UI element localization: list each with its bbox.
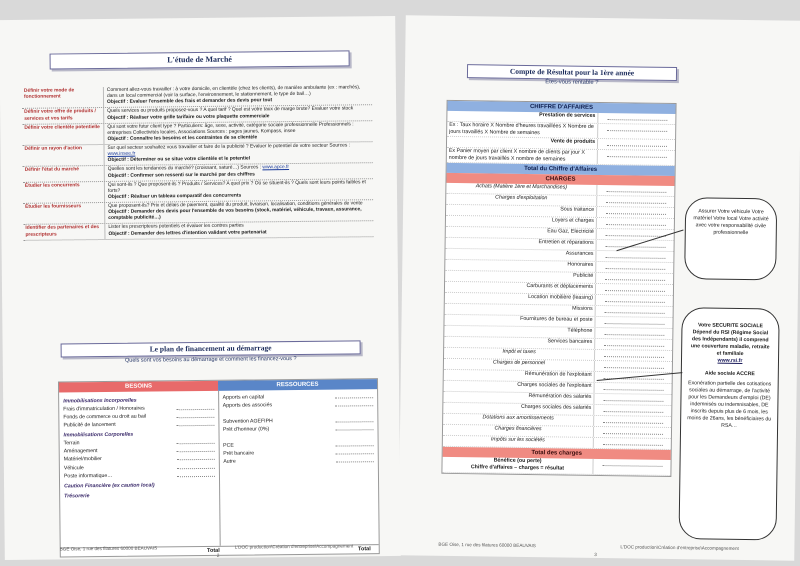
ressources-header: RESSOURCES	[218, 379, 377, 391]
ressource-amount-field[interactable]	[336, 440, 374, 446]
ressource-amount-field[interactable]	[335, 416, 373, 422]
charge-label: Rémunération de l'exploitant	[524, 370, 592, 378]
besoin-amount-field[interactable]	[176, 438, 214, 444]
ressource-label: Subvention AGEFIPH	[222, 418, 273, 425]
besoin-label: Publicité de lancement	[63, 422, 116, 429]
charge-label: Achats (Matière 1ère et Marchandises)	[475, 182, 568, 191]
etude-desc-text: Lister les prescripteurs potentiels et évaluer les contres parties	[108, 223, 244, 231]
charge-label: Eau Gaz, Electricité	[547, 227, 594, 235]
etude-objective: Objectif : Réaliser votre grille tarifaire ou votre plaquette commerciale	[107, 113, 270, 121]
ressources-total-label: Total	[357, 546, 371, 553]
benefice-row	[442, 456, 670, 476]
besoin-amount-field[interactable]	[176, 412, 214, 418]
charge-label: Charges de personnel	[492, 359, 546, 366]
etude-objective: Objectif : Réaliser un tableau comparatif des concurrents	[108, 193, 242, 200]
etude-desc-text: Comment allez-vous travailler : à votre domicile, en clientèle (chez les clients), de manière ambulante (ex : marchés), dans un local commercial (voir la surface, l'environnement, le stationnement, le type de bail…)	[106, 85, 361, 100]
charge-value-field[interactable]	[594, 327, 672, 338]
ressource-amount-field[interactable]	[335, 392, 373, 398]
besoin-label: Véhicule	[63, 464, 84, 471]
ressource-amount-field[interactable]	[335, 424, 373, 430]
securite-sociale-callout	[679, 307, 780, 540]
ca-header: CHIFFRE D'AFFAIRES	[447, 101, 675, 114]
ca-value-field[interactable]	[597, 139, 675, 150]
etude-objective: Objectif : Evaluer l'ensemble des frais et demander des devis pour tout	[107, 98, 273, 106]
charge-label: Carburants et déplacements	[526, 282, 594, 290]
etude-description	[104, 121, 372, 144]
compte-table	[441, 100, 676, 478]
etude-objective: Objectif : Connaître les besoins et les contraintes de sa clientèle	[107, 135, 258, 142]
charge-value-field[interactable]	[594, 360, 672, 371]
ca-value-field[interactable]	[597, 150, 675, 165]
etude-category: Identifier des partenaires et des prescripteurs	[23, 224, 105, 239]
etude-objective: Objectif : Demander des devis pour l'ensemble de vos besoins (stock, matériel, véhicule, travaux, assurance, comptable publicité…)	[108, 207, 362, 222]
besoin-label: Caution Financière (ex caution local)	[64, 482, 155, 490]
etude-table	[22, 84, 374, 240]
etude-description	[104, 142, 372, 165]
etude-category: Définir votre mode de fonctionnement	[22, 87, 104, 108]
besoin-amount-field[interactable]	[176, 470, 214, 476]
ressource-amount-field[interactable]	[336, 449, 374, 455]
ressource-amount-field[interactable]	[336, 457, 374, 463]
etude-description	[105, 200, 373, 223]
charge-label: Impôt et taxes	[502, 348, 536, 355]
charges-total: Total des charges	[443, 446, 671, 459]
besoins-total-label: Total	[206, 547, 220, 554]
charge-value-field[interactable]	[593, 393, 671, 404]
charge-label: Impôts sur les sociétés	[490, 435, 545, 443]
accre-heading: Aide sociale ACCRE	[704, 370, 755, 378]
benefice-label: Bénéfice (ou perte)	[493, 457, 542, 464]
besoin-label: Matériel/mobilier	[63, 456, 102, 463]
charge-value-field[interactable]	[595, 294, 673, 305]
etude-title: L'étude de Marché	[50, 50, 350, 69]
securite-sociale-heading: Votre SECURITE SOCIALE Dépend du RSI (Régime Social des Indépendants) il comprend une couverture maladie, retraite et familiale	[690, 322, 770, 358]
etude-description	[105, 222, 373, 239]
charge-value-field[interactable]	[593, 437, 671, 448]
etude-category: Étudier les concurrents	[23, 182, 105, 203]
charge-label: Sous traitance	[560, 205, 595, 213]
besoin-amount-field[interactable]	[176, 454, 214, 460]
assurance-text: Assurer Votre véhicule Votre matériel Votre local Votre activité avec votre responsabilité civile professionnelle	[693, 208, 769, 237]
charge-label: Charges sociales de l'exploitant	[517, 381, 592, 389]
charges-header: CHARGES	[446, 172, 674, 185]
etude-desc-text: Qui sont-ils ? Que proposent-ils ? Produits / Services? A quel prix ? Où se situent-ils ? Quels sont leurs points faibles et forts?	[107, 179, 366, 194]
etude-source-link[interactable]: www.insee.fr	[107, 151, 136, 158]
etude-desc-text: Qui sont votre futur client type ? Particuliers: âge, sexe, activité, catégorie sociale professionnelle Professionnels : entreprises Collectivités locales, Associations Sources : pages jaunes, Kompass, insee	[107, 122, 354, 136]
etude-category: Définir votre offre de produits / services et vos tarifs	[22, 108, 104, 123]
right-footer-address: BGE Oise, 1 rue des filatures 60000 BEAUVAIS	[438, 541, 536, 549]
etude-desc-text: Quelles sont les tendances du marché? (croissant, saturé…) Sources :	[107, 165, 262, 173]
charge-label: Rémunération des salariés	[528, 392, 592, 400]
charge-value-field[interactable]	[595, 305, 673, 316]
etude-objective: Objectif : Déterminer ou se situe votre clientèle et le potentiel	[107, 156, 251, 164]
compte-subtitle: Êtes-vous rentable ?	[545, 79, 599, 86]
besoin-label: Trésorerie	[64, 492, 90, 500]
etude-description	[105, 164, 373, 181]
besoin-amount-field[interactable]	[176, 446, 214, 452]
right-footer-path: L'DOC production\Création d'entreprise\Accompagnement	[620, 544, 739, 551]
charge-value-field[interactable]	[594, 349, 672, 360]
ressource-label: Apports en capital	[222, 394, 265, 401]
charge-label: Charges financières	[494, 425, 542, 432]
charge-label: Services bancaires	[547, 337, 593, 345]
ca-label: Ex : Taux horaire X Nombre d'heures travaillées X Nombre de jours travaillés X Nombre de semaines	[449, 121, 594, 137]
besoin-amount-field[interactable]	[176, 462, 214, 468]
etude-description	[104, 106, 372, 123]
charge-value-field[interactable]	[593, 426, 671, 437]
charge-label: Missions	[572, 305, 593, 312]
ca-label: Prestation de services	[539, 112, 596, 119]
besoin-label: Fonds de commerce ou droit au bail	[63, 413, 147, 421]
charge-label: Fournitures de bureau et poste	[520, 315, 593, 323]
benefice-formula: Chiffre d'affaires – charges = résultat	[470, 464, 565, 472]
besoin-label: Immobilisations Incorporelles	[63, 397, 137, 405]
charge-value-field[interactable]	[593, 415, 671, 426]
ressource-item	[223, 457, 374, 467]
ressource-label: Autre	[223, 459, 236, 466]
besoin-label: Terrain	[63, 440, 80, 447]
charge-value-field[interactable]	[595, 272, 673, 283]
charge-value-field[interactable]	[595, 261, 673, 272]
charge-value-field[interactable]	[593, 404, 671, 415]
charge-value-field[interactable]	[595, 283, 673, 294]
charge-label: Assurances	[565, 250, 594, 257]
charge-label: Téléphone	[567, 327, 593, 334]
etude-objective: Objectif : Confirmer son ressenti sur le marché par des chiffres	[107, 171, 255, 179]
besoin-item	[63, 420, 214, 430]
charge-label: Entretien et réparations	[538, 238, 594, 246]
etude-objective: Objectif : Demander des lettres d'intention validant votre partenariat	[108, 229, 267, 237]
besoin-amount-field[interactable]	[176, 420, 214, 426]
etude-category: Définir votre clientèle potentielle	[22, 124, 104, 145]
right-page-number: 3	[594, 551, 597, 557]
ressources-column	[219, 389, 379, 546]
charge-value-field[interactable]	[596, 195, 674, 206]
right-page	[398, 15, 800, 560]
plan-subtitle: Quels sont vos besoins au démarrage et comment les financez-vous ?	[124, 355, 297, 364]
ca-total: Total du Chiffre d'Affaires	[447, 162, 675, 175]
etude-desc-text: Sur quel secteur souhaitez vous travailler et faire de la publicité ? Evaluer le potentiel de votre secteur Sources :	[107, 143, 351, 151]
compte-title: Compte de Résultat pour la 1ère année	[467, 64, 677, 81]
charge-value-field[interactable]	[594, 338, 672, 349]
etude-row	[23, 222, 373, 241]
left-page-number: 2	[216, 552, 220, 558]
ca-label: Ex Panier moyen par client X nombre de clients par jour X nombre de jours travaillés X nombre de semaines	[448, 147, 585, 163]
besoins-column	[59, 391, 220, 548]
left-page	[0, 16, 401, 560]
assurance-callout	[684, 197, 777, 280]
charge-value-field[interactable]	[594, 316, 672, 327]
charge-label: Publicité	[573, 272, 594, 279]
charge-value-field[interactable]	[594, 382, 672, 393]
accre-text: Exonération partielle des cotisations sociales au démarrage, de l'activité pour les Demandeurs d'emploi (DE) indemnisés ou indemnisables, DE inscrits depuis plus de 6 mois, les moins de 26ans, les bénéficiaires du RSA…	[687, 380, 772, 430]
ca-value-field[interactable]	[597, 113, 675, 124]
charge-value-field[interactable]	[596, 184, 674, 195]
charge-value-field[interactable]	[595, 250, 673, 261]
ressource-label: Apports des associés	[222, 402, 273, 409]
charge-value-field[interactable]	[596, 217, 674, 228]
besoin-label: Immobilisations Corporelles	[63, 431, 134, 439]
etude-source-link[interactable]: www.apce.fr	[262, 165, 290, 171]
ressource-label: PCE	[223, 442, 234, 450]
ca-value-field[interactable]	[597, 124, 675, 139]
etude-description	[104, 84, 372, 107]
charge-label: Location mobilière (leasing)	[528, 293, 593, 301]
besoins-header: BESOINS	[59, 381, 218, 393]
besoin-label: Aménagement	[63, 448, 98, 455]
plan-title: Le plan de financement au démarrage	[61, 340, 361, 357]
ressource-label: Prêt bancaire	[223, 450, 255, 458]
charge-value-field[interactable]	[596, 206, 674, 217]
besoin-label: Frais d'immatriculation / Honoraires	[63, 405, 145, 413]
charge-label: Dotations aux amortissements	[482, 413, 554, 421]
etude-desc-text: Que proposent-ils? Prix et délais de paiement, qualité du produit, livraison, localisation, conditions générales de vente	[108, 201, 363, 209]
etude-category: Définir un rayon d'action	[23, 145, 105, 166]
besoin-label: Poste informatique…	[63, 472, 113, 479]
ressource-item	[223, 424, 374, 434]
charge-label: Loyers et charges	[551, 216, 594, 224]
etude-category: Définir l'état du marché	[23, 166, 105, 181]
rsi-link[interactable]: www.rsi.fr	[717, 357, 743, 365]
plan-table	[58, 378, 380, 557]
besoin-item	[64, 480, 215, 490]
besoin-amount-field[interactable]	[176, 404, 214, 410]
left-footer-address: BGE Oise, 1 rue des filatures 60000 BEAUVAIS	[59, 545, 158, 552]
charge-value-field[interactable]	[596, 228, 674, 239]
etude-desc-text: Quels services ou produits proposez-vous ? A quel tarif ? Quel est votre taux de marge brute? Evaluer votre stock	[107, 106, 354, 115]
ressource-label: Prêt d'honneur (0%)	[222, 426, 270, 433]
charge-label: Charges sociales des salariés	[520, 403, 592, 411]
besoin-item	[64, 491, 215, 501]
ca-label: Vente de produits	[550, 138, 596, 145]
etude-category: Étudier les fournisseurs	[23, 203, 105, 224]
ressource-amount-field[interactable]	[335, 400, 373, 406]
besoin-item	[64, 470, 215, 480]
charge-label: Charges d'exploitation	[495, 194, 548, 201]
charge-label: Honoraires	[567, 261, 594, 268]
etude-description	[105, 179, 373, 202]
ressource-item	[223, 400, 374, 410]
left-footer-path: L'DOC production\Création d'entreprise\Accompagnement	[234, 543, 354, 550]
